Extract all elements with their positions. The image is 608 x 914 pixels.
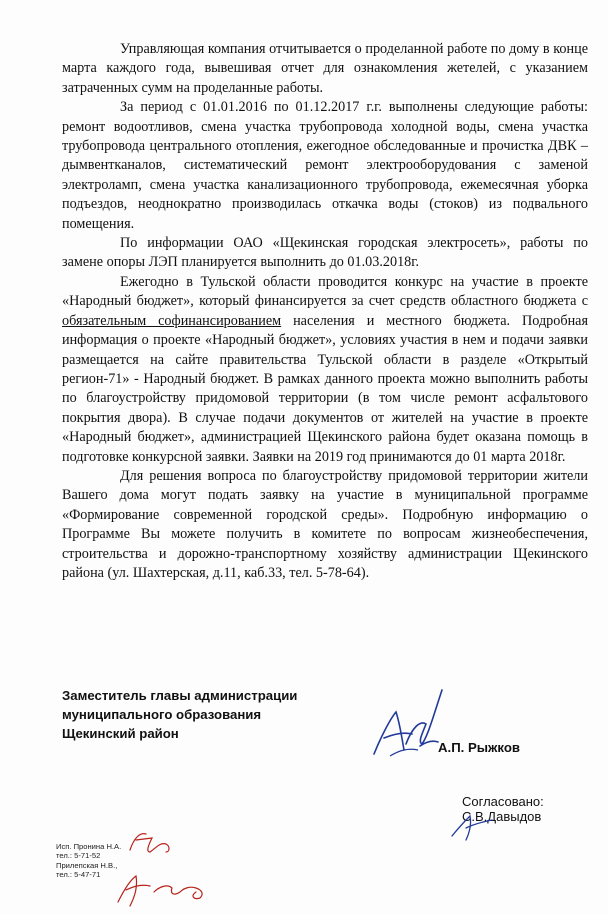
agreed-label: Согласовано: (462, 794, 544, 809)
underlined-text: обязательным софинансированием (62, 312, 282, 329)
paragraph (62, 234, 588, 273)
executor-signature (126, 828, 186, 858)
paragraph (62, 467, 588, 583)
executor-line: тел.: 5-47-71 (56, 870, 101, 880)
agreement-signature (448, 806, 508, 846)
paragraph-text: Ежегодно в Тульской области проводится конкурс на участие в проекте «Народный бюджет», который финансируется за счет средств областного бюджета с (62, 273, 588, 310)
paragraph-text: За период с 01.01.2016 по 01.12.2017 г.г. выполнены следующие работы: ремонт водоотливов, смена участка трубопровода холодной воды, смена участка трубопровода центрального отопления, ежегодное обследованные и прочистка ДВК – дымвентканалов, систематический ремонт электрооборудования с заменой электроламп, смена участка канализационного трубопровода, ежемесячная уборка подъездов, неоднократно производилась откачка воды (стоков) из подвального помещения. (62, 99, 588, 232)
executor-line: тел.: 5-71-52 (56, 851, 101, 861)
paragraph-text: Для решения вопроса по благоустройству придомовой территории жители Вашего дома могут подать заявку на участие в муниципальной программе «Формирование современной городской среды». Подробную информацию о Программе Вы можете получить в комитете по вопросам жизнеобеспечения, строительства и дорожно-транспортному хозяйству администрации Щекинского района (ул. Шахтерская, д.11, каб.33, тел. 5-78-64). (62, 467, 588, 581)
executor-signature (112, 862, 222, 912)
signatory-name: А.П. Рыжков (438, 740, 520, 755)
paragraph-text: Управляющая компания отчитывается о проделанной работе по дому в конце марта каждого года, вывешивая отчет для ознакомления жетелей, с указанием затраченных сумм на проделанные работы. (62, 41, 588, 96)
paragraph (62, 273, 588, 467)
signatory-position-line: Заместитель главы администрации (62, 688, 298, 703)
handwritten-signature (360, 684, 450, 774)
signatory-position-line: муниципального образования (62, 707, 262, 722)
paragraph (62, 40, 588, 98)
paragraph-text: населения и местного бюджета. Подробная информация о проекте «Народный бюджет», условиях участия в нем и подачи заявки размещается на сайте правительства Тульской области в разделе «Открытый регион-71» - Народный бюджет. В рамках данного проекта можно выполнить работы по благоустройству придомовой территории (в том числе ремонт асфальтового покрытия двора). В случае подачи документов от жителей на участие в проекте «Народный бюджет», администрацией Щекинского района будет оказана помощь в подготовке конкурсной заявки. Заявки на 2019 год принимаются до 01 марта 2018г. (62, 312, 588, 465)
executor-line: Прилепская Н.В., (56, 860, 118, 870)
paragraph-text: По информации ОАО «Щекинская городская электросеть», работы по замене опоры ЛЭП планируется выполнить до 01.03.2018г. (62, 235, 588, 271)
signatory-position (62, 686, 297, 743)
signatory-position-line: Щекинский район (62, 726, 179, 741)
executor-line: Исп. Пронина Н.А. (56, 842, 122, 851)
agreed-name: С.В.Давыдов (462, 809, 542, 824)
paragraph (62, 98, 588, 234)
letter-body (62, 40, 588, 583)
